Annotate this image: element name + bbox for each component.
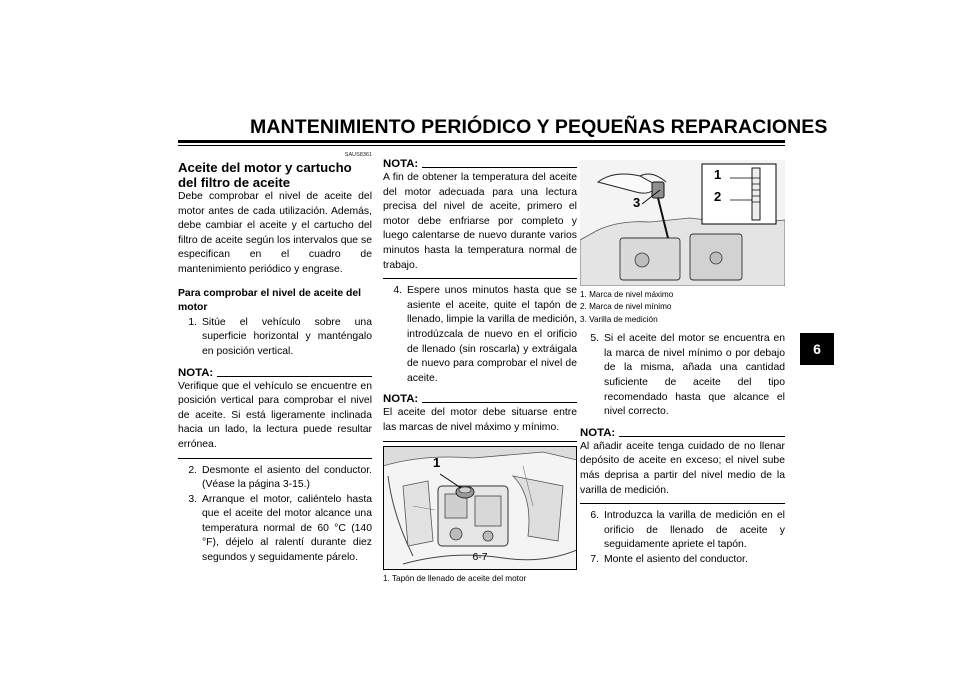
section-code: SAUS8361: [344, 152, 372, 158]
nota-label: NOTA:: [178, 366, 214, 379]
step-6: [580, 509, 785, 553]
dipstick-illustration: [580, 160, 785, 286]
nota-heading: [383, 392, 577, 406]
header-rule-thin: [178, 145, 785, 146]
step-text: Desmonte el asiento del conductor. (Véase la página 3-15.): [202, 464, 372, 491]
header-rule: [178, 140, 785, 143]
nota-text: Al añadir aceite tenga cuidado de no llenar depósito de aceite en exceso; el nivel sube más deprisa a partir del nivel medio de la varilla de medición.: [580, 440, 785, 496]
step-text: Sitúe el vehículo sobre una superficie horizontal y manténgalo en posición vertical.: [202, 316, 372, 357]
engine-illustration: [383, 446, 577, 570]
column-2: [383, 157, 577, 585]
subheading: Para comprobar el nivel de aceite del motor: [178, 287, 362, 314]
nota-text: Verifique que el vehículo se encuentre en posición vertical para comprobar el nivel de aceite. Si está ligeramente inclinada hacia un lado, la lectura puede resultar errónea.: [178, 380, 372, 450]
step-text: Monte el asiento del conductor.: [604, 553, 748, 565]
photo-caption: 1. Tapón de llenado de aceite del motor: [383, 573, 527, 583]
column-1: [178, 152, 372, 566]
nota-end-rule: [383, 441, 577, 442]
nota-end-rule: [383, 278, 577, 279]
step-7: [580, 553, 785, 568]
chapter-tab: 6: [800, 333, 834, 365]
column-3: [580, 160, 785, 568]
nota-heading: [383, 157, 577, 171]
nota-heading: [178, 366, 372, 380]
step-4: [383, 284, 577, 386]
nota-rule: [422, 402, 577, 403]
page-number: 6-7: [472, 552, 488, 563]
step-2: [178, 464, 372, 493]
page-header-title: MANTENIMIENTO PERIÓDICO Y PEQUEÑAS REPARACIONES: [250, 116, 828, 138]
step-1: [178, 316, 372, 360]
nota-text: A fin de obtener la temperatura del aceite del motor adecuada para una lectura precisa del nivel de aceite, primero el motor debe enfriarse por completo y luego calentarse de nuevo durante varios minutos hasta la temperatura normal de trabajo.: [383, 172, 577, 271]
nota-end-rule: [178, 458, 372, 459]
step-number: 4.: [393, 285, 402, 297]
step-text: Introduzca la varilla de medición en el orificio de llenado de aceite y seguidamente apriete el tapón.: [604, 510, 785, 551]
step-number: 2.: [188, 464, 197, 476]
nota-rule: [422, 167, 577, 168]
intro-paragraph: Debe comprobar el nivel de aceite del motor antes de cada utilización. Además, debe cambiar el aceite y el cartucho del filtro de aceite según los intervalos que se especifican en el cuadro de mantenimiento periódico y engrase.: [178, 191, 372, 275]
step-number: 5.: [590, 333, 599, 345]
photo-callout-2: 2: [714, 189, 722, 204]
step-text: Espere unos minutos hasta que se asiente el aceite, quite el tapón de llenado, limpie la varilla de medición, introdúzcala de nuevo en el orificio de llenado (sin roscarla) y extráigala de nuevo para comprobar el nivel de aceite.: [407, 285, 577, 384]
section-title: Aceite del motor y cartucho del filtro de aceite: [178, 160, 352, 190]
nota-heading: [580, 426, 785, 440]
caption-item: 3. Varilla de medición: [580, 314, 658, 324]
photo-callout-1: 1: [714, 167, 722, 182]
nota-rule: [619, 436, 785, 437]
photo-caption-list: [580, 289, 785, 326]
photo-callout-1: 1: [433, 454, 441, 470]
step-5: [580, 332, 785, 420]
photo-callout-3: 3: [633, 195, 641, 210]
nota-end-rule: [580, 503, 785, 504]
dipstick-photo: [580, 160, 785, 286]
step-number: 6.: [590, 510, 599, 522]
step-number: 3.: [188, 493, 197, 505]
nota-rule: [217, 376, 372, 377]
step-3: [178, 493, 372, 566]
nota-label: NOTA:: [383, 393, 419, 406]
nota-label: NOTA:: [383, 158, 419, 170]
caption-item: 2. Marca de nivel mínimo: [580, 302, 672, 312]
nota-label: NOTA:: [580, 426, 616, 439]
engine-oil-cap-photo: [383, 446, 577, 570]
step-text: Arranque el motor, caliéntelo hasta que el aceite del motor alcance una temperatura normal de 60 °C (140 °F), déjelo al ralentí durante diez segundos y seguidamente párelo.: [202, 493, 372, 564]
nota-text: El aceite del motor debe situarse entre las marcas de nivel máximo y mínimo.: [383, 407, 577, 433]
step-number: 7.: [590, 553, 599, 565]
step-text: Si el aceite del motor se encuentra en la marca de nivel mínimo o por debajo de la misma, añada una cantidad suficiente de aceite del tipo recomendado hasta que alcance el nivel correcto.: [604, 333, 785, 418]
step-number: 1.: [188, 316, 197, 328]
caption-item: 1. Marca de nivel máximo: [580, 290, 674, 299]
